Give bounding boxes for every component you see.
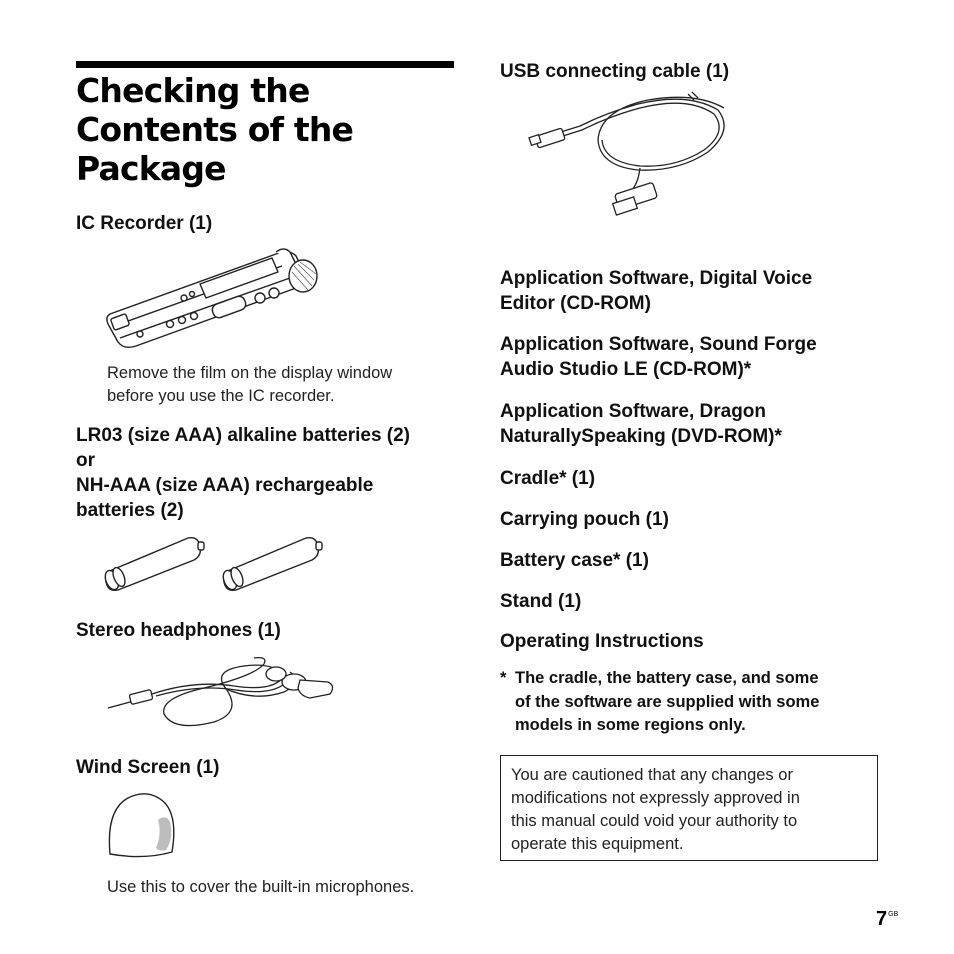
footnote-line: models in some regions only. (515, 716, 746, 734)
title-rule (76, 61, 454, 68)
list-item: Cradle* (1) (500, 468, 596, 489)
item-line: Editor (CD-ROM) (500, 293, 651, 314)
usb-cable-illustration (528, 90, 734, 220)
caution-line: this manual could void your authority to (511, 812, 798, 830)
caution-line: modifications not expressly approved in (511, 789, 800, 807)
list-item (500, 399, 900, 449)
item-line: Application Software, Digital Voice (500, 268, 813, 289)
wind-screen-illustration (104, 790, 178, 860)
caution-box (500, 755, 878, 861)
batteries-illustration (100, 532, 330, 592)
page-number (876, 908, 898, 931)
usb-cable-heading: USB connecting cable (1) (500, 61, 730, 82)
list-item (500, 266, 900, 316)
list-item: Operating Instructions (500, 631, 704, 652)
wind-screen-note: Use this to cover the built-in microphones. (107, 878, 415, 896)
ic-recorder-illustration (100, 242, 340, 354)
caution-line: operate this equipment. (511, 835, 684, 853)
batteries-heading (76, 423, 456, 523)
item-line: NaturallySpeaking (DVD-ROM)* (500, 426, 782, 447)
page-number-suffix: GB (888, 911, 899, 918)
note-line: before you use the IC recorder. (107, 386, 335, 405)
ic-recorder-note (107, 362, 447, 407)
item-line: Audio Studio LE (CD-ROM)* (500, 359, 752, 380)
title-line: Checking the (76, 71, 310, 110)
heading-line: batteries (2) (76, 500, 184, 521)
list-item: Stand (1) (500, 591, 582, 612)
item-line: Application Software, Sound Forge (500, 334, 817, 355)
page-title (76, 71, 456, 188)
headphones-illustration (104, 652, 340, 730)
title-line: Package (76, 149, 226, 188)
footnote-line: of the software are supplied with some (515, 692, 820, 711)
list-item (500, 332, 900, 382)
title-line: Contents of the (76, 110, 354, 149)
heading-line: LR03 (size AAA) alkaline batteries (2) (76, 425, 411, 446)
list-item: Battery case* (1) (500, 550, 649, 571)
page-number-value: 7 (876, 908, 888, 930)
heading-line: NH-AAA (size AAA) rechargeable (76, 475, 374, 496)
list-item: Carrying pouch (1) (500, 509, 669, 530)
ic-recorder-heading: IC Recorder (1) (76, 213, 213, 234)
footnote (500, 667, 880, 738)
footnote-line: The cradle, the battery case, and some (515, 669, 819, 687)
caution-line: You are cautioned that any changes or (511, 766, 793, 784)
headphones-heading: Stereo headphones (1) (76, 620, 281, 641)
heading-line: or (76, 450, 95, 471)
note-line: Remove the film on the display window (107, 364, 393, 382)
item-line: Application Software, Dragon (500, 401, 767, 422)
footnote-mark: * (500, 669, 507, 687)
wind-screen-heading: Wind Screen (1) (76, 757, 220, 778)
